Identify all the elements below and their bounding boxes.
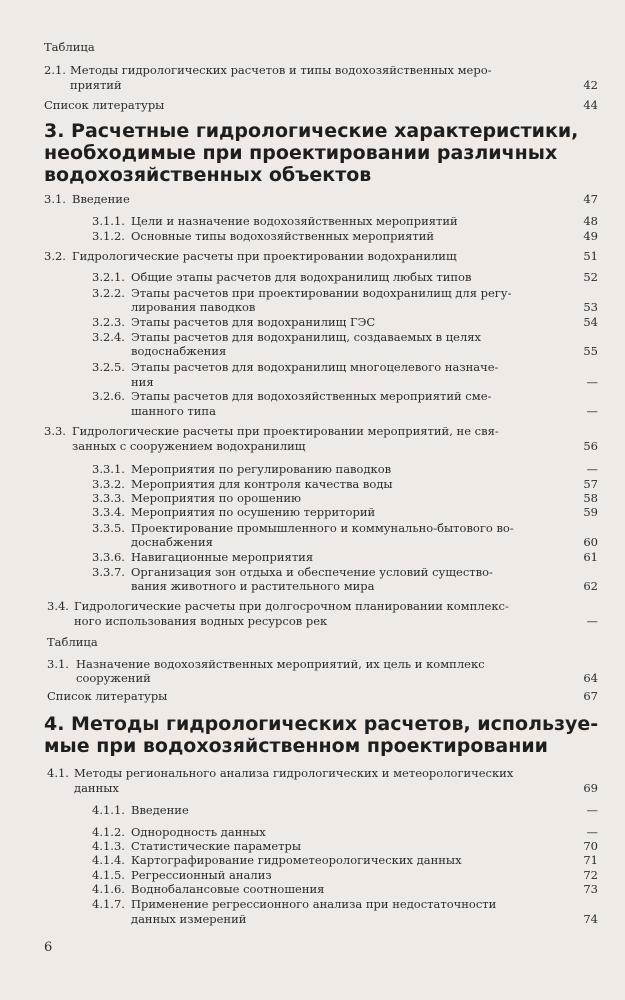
entry-page: 55 [583,344,598,358]
entry-title: Цели и назначение водохозяйственных мероприятий [131,214,458,228]
entry-title: Таблица [44,40,95,54]
entry-title: Мероприятия по осушению территорий [131,505,376,519]
entry-number: 4.1.1. [92,803,125,817]
heading-line: 3. Расчетные гидрологические характеристики, [44,120,579,142]
entry-number: 4.1. [47,766,69,780]
entry-title: Организация зон отдыха и обеспечение условий существо- [131,565,493,579]
entry-title: данных измерений [131,912,247,926]
entry-title: Воднобалансовые соотношения [131,882,325,896]
entry-title: Этапы расчетов для водохранилищ ГЭС [131,315,376,329]
entry-title: Однородность данных [131,825,266,839]
entry-page: — [586,803,598,817]
entry-number: 3.4. [47,599,69,613]
entry-title: Применение регрессионного анализа при недостаточности [131,897,497,911]
entry-title: Назначение водохозяйственных мероприятий, их цель и комплекс [76,657,485,671]
entry-page: 64 [583,671,598,685]
entry-number: 3.3.6. [92,550,125,564]
entry-number: 3.3.2. [92,477,125,491]
chapter-3-heading [44,120,604,186]
entry-title: Основные типы водохозяйственных мероприятий [131,229,435,243]
entry-page: 60 [583,535,598,549]
entry-title: доснабжения [131,535,213,549]
entry-number: 3.1.1. [92,214,125,228]
entry-page: 42 [583,78,598,92]
chapter-4-heading [44,713,604,757]
entry-number: 3.2.4. [92,330,125,344]
entry-title: Введение [72,192,130,206]
entry-title: Методы гидрологических расчетов и типы водохозяйственных меро- [70,63,492,77]
entry-page: 61 [583,550,598,564]
entry-number: 2.1. [44,63,66,77]
entry-page: 72 [583,868,598,882]
entry-number: 4.1.3. [92,839,125,853]
entry-title: занных с сооружением водохранилищ [72,439,306,453]
entry-page: 51 [583,249,598,263]
entry-title: Этапы расчетов для водохозяйственных мероприятий сме- [131,389,492,403]
entry-title: сооружений [76,671,151,685]
entry-title: ния [131,375,154,389]
entry-number: 3.3. [44,424,66,438]
entry-number: 3.3.7. [92,565,125,579]
entry-title: Мероприятия по орошению [131,491,302,505]
entry-page: 58 [583,491,598,505]
entry-title: водоснабжения [131,344,227,358]
entry-page: 57 [583,477,598,491]
entry-page: — [586,404,598,418]
entry-title: Мероприятия по регулированию паводков [131,462,392,476]
heading-line: водохозяйственных объектов [44,164,372,186]
entry-number: 3.2.6. [92,389,125,403]
entry-page: 73 [583,882,598,896]
entry-page: 71 [583,853,598,867]
entry-number: 3.3.3. [92,491,125,505]
entry-title: Методы регионального анализа гидрологических и метеорологических [74,766,514,780]
entry-page: — [586,462,598,476]
entry-number: 3.2.3. [92,315,125,329]
entry-title: Общие этапы расчетов для водохранилищ любых типов [131,270,472,284]
entry-number: 4.1.2. [92,825,125,839]
entry-number: 3.1. [44,192,66,206]
entry-title: Список литературы [44,98,165,112]
entry-page: 54 [583,315,598,329]
entry-title: Этапы расчетов для водохранилищ многоцелевого назначе- [131,360,499,374]
entry-number: 3.2.1. [92,270,125,284]
entry-page: 59 [583,505,598,519]
entry-title: лирования паводков [131,300,256,314]
entry-title: данных [74,781,119,795]
entry-title: приятий [70,78,122,92]
entry-page: 52 [583,270,598,284]
entry-page: 49 [583,229,598,243]
entry-title: Картографирование гидрометеорологических данных [131,853,462,867]
entry-page: 53 [583,300,598,314]
entry-number: 4.1.5. [92,868,125,882]
entry-number: 4.1.4. [92,853,125,867]
entry-number: 3.3.5. [92,521,125,535]
entry-number: 4.1.6. [92,882,125,896]
entry-number: 3.3.1. [92,462,125,476]
entry-title: Гидрологические расчеты при проектировании мероприятий, не свя- [72,424,499,438]
entry-page: 69 [583,781,598,795]
entry-number: 3.2. [44,249,66,263]
entry-title: шанного типа [131,404,216,418]
entry-title: ного использования водных ресурсов рек [74,614,328,628]
entry-title: Регрессионный анализ [131,868,272,882]
entry-page: 62 [583,579,598,593]
entry-page: 56 [583,439,598,453]
entry-title: Таблица [47,635,98,649]
heading-line: 4. Методы гидрологических расчетов, используе- [44,713,599,735]
entry-title: Гидрологические расчеты при долгосрочном планировании комплекс- [74,599,509,613]
entry-page: — [586,614,598,628]
entry-title: Мероприятия для контроля качества воды [131,477,393,491]
entry-title: Этапы расчетов для водохранилищ, создаваемых в целях [131,330,482,344]
entry-page: — [586,825,598,839]
entry-page: 67 [583,689,598,703]
entry-number: 3.2.5. [92,360,125,374]
entry-number: 3.1. [47,657,69,671]
page-number: 6 [44,940,53,955]
entry-number: 4.1.7. [92,897,125,911]
entry-page: 74 [583,912,598,926]
entry-title: вания животного и растительного мира [131,579,375,593]
entry-page: 48 [583,214,598,228]
entry-title: Этапы расчетов при проектировании водохранилищ для регу- [131,286,512,300]
entry-title: Введение [131,803,189,817]
heading-line: необходимые при проектировании различных [44,142,558,164]
entry-title: Список литературы [47,689,168,703]
entry-number: 3.1.2. [92,229,125,243]
entry-page: 70 [583,839,598,853]
heading-line: мые при водохозяйственном проектировании [44,735,548,757]
entry-number: 3.3.4. [92,505,125,519]
entry-title: Проектирование промышленного и коммунально-бытового во- [131,521,514,535]
entry-title: Навигационные мероприятия [131,550,314,564]
entry-number: 3.2.2. [92,286,125,300]
entry-title: Статистические параметры [131,839,302,853]
entry-title: Гидрологические расчеты при проектировании водохранилищ [72,249,457,263]
entry-page: 44 [583,98,598,112]
entry-page: — [586,375,598,389]
entry-page: 47 [583,192,598,206]
